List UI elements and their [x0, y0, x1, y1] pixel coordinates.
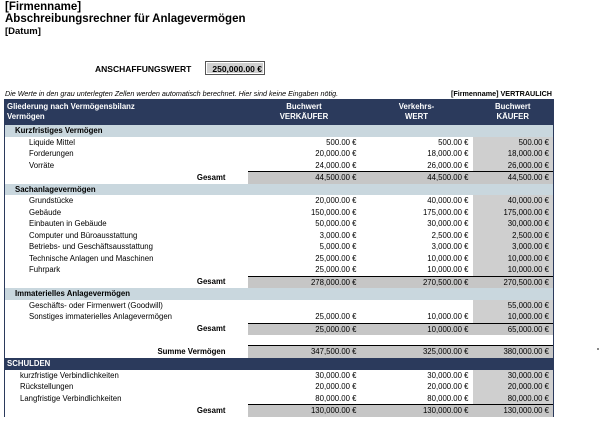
date-cell[interactable]: [Datum]	[5, 26, 41, 37]
seller-total: 44,500.00 €	[248, 172, 361, 184]
seller-book-value[interactable]: 25,000.00 €	[315, 312, 357, 321]
row-label: Geschäfts- oder Firmenwert (Goodwill)	[5, 300, 248, 312]
table-row	[5, 230, 554, 242]
row-label: Betriebs- und Geschäftsausstattung	[5, 241, 248, 253]
table-row	[5, 253, 554, 265]
table-row	[5, 300, 554, 312]
market-value[interactable]: 20,000.00 €	[427, 382, 469, 391]
row-label: Liquide Mittel	[5, 137, 248, 149]
buyer-book-value: 30,000.00 €	[473, 218, 554, 230]
market-value[interactable]	[361, 300, 473, 312]
row-label: Fuhrpark	[5, 264, 248, 276]
seller-book-value[interactable]: 50,000.00 €	[315, 219, 357, 228]
section-fixed-assets	[5, 184, 554, 196]
stray-mark	[597, 348, 599, 350]
total-row	[5, 405, 554, 417]
table-row	[5, 381, 554, 393]
seller-book-value[interactable]: 24,000.00 €	[315, 160, 357, 170]
buyer-asset-sum: 380,000.00 €	[473, 346, 554, 358]
asset-sum-label: Summe Vermögen	[5, 346, 248, 358]
buyer-book-value: 500.00 €	[473, 137, 554, 149]
company-name: [Firmenname]	[5, 1, 82, 13]
section-title: Kurzfristiges Vermögen	[5, 125, 554, 137]
row-label: Grundstücke	[5, 195, 248, 207]
buyer-book-value: 55,000.00 €	[473, 300, 554, 312]
section-title: Immaterielles Anlagevermögen	[5, 288, 554, 300]
seller-book-value[interactable]	[248, 300, 361, 312]
seller-book-value[interactable]: 3,000.00 €	[319, 230, 357, 240]
market-value[interactable]: 18,000.00 €	[427, 149, 469, 158]
spacer	[248, 335, 361, 346]
row-label: Einbauten in Gebäude	[5, 218, 248, 230]
total-row	[5, 323, 554, 335]
market-value[interactable]: 10,000.00 €	[427, 312, 469, 321]
market-total: 270,500.00 €	[361, 276, 473, 288]
table-row	[5, 393, 554, 405]
acquisition-label: ANSCHAFFUNGSWERT	[95, 64, 192, 74]
buyer-book-value: 30,000.00 €	[473, 370, 554, 382]
confidential-label: [Firmenname] VERTRAULICH	[450, 89, 552, 98]
seller-book-value[interactable]: 30,000.00 €	[315, 370, 357, 380]
buyer-book-value: 2,500.00 €	[473, 230, 554, 242]
row-label: Forderungen	[5, 148, 248, 160]
total-label: Gesamt	[5, 405, 248, 417]
market-value[interactable]: 2,500.00 €	[431, 230, 469, 240]
market-value[interactable]: 40,000.00 €	[427, 196, 469, 205]
market-total: 10,000.00 €	[361, 323, 473, 335]
column-header-col4	[473, 99, 554, 125]
buyer-book-value: 175,000.00 €	[473, 207, 554, 219]
table-row	[5, 195, 554, 207]
buyer-total: 44,500.00 €	[473, 172, 554, 184]
spacer-row	[5, 335, 554, 346]
column-header-line: Verkehrs- WERT	[398, 102, 435, 121]
seller-book-value[interactable]: 5,000.00 €	[319, 242, 357, 251]
total-label: Gesamt	[5, 172, 248, 184]
row-label: Computer und Büroausstattung	[5, 230, 248, 242]
buyer-total: 270,500.00 €	[473, 276, 554, 288]
buyer-book-value: 40,000.00 €	[473, 195, 554, 207]
row-label: Technische Anlagen und Maschinen	[5, 253, 248, 265]
seller-asset-sum: 347,500.00 €	[248, 346, 361, 358]
table-row	[5, 370, 554, 382]
row-label: Sonstiges immaterielles Anlagevermögen	[5, 311, 248, 323]
seller-book-value[interactable]: 20,000.00 €	[315, 382, 357, 391]
asset-table	[4, 99, 554, 417]
buyer-total: 130,000.00 €	[473, 405, 554, 417]
sheet-title: Abschreibungsrechner für Anlagevermögen	[5, 13, 246, 25]
table-row	[5, 137, 554, 149]
column-header-classification	[5, 99, 248, 125]
table-row	[5, 311, 554, 323]
market-total: 44,500.00 €	[361, 172, 473, 184]
buyer-total: 65,000.00 €	[473, 323, 554, 335]
seller-book-value[interactable]: 80,000.00 €	[315, 393, 357, 403]
column-header-line: Buchwert VERKÄUFER	[279, 102, 329, 121]
market-total: 130,000.00 €	[361, 405, 473, 417]
seller-book-value[interactable]: 25,000.00 €	[315, 265, 357, 274]
section-title: Sachanlagevermögen	[5, 184, 554, 196]
market-value[interactable]: 10,000.00 €	[427, 265, 469, 274]
market-value[interactable]: 175,000.00 €	[422, 207, 469, 217]
buyer-book-value: 18,000.00 €	[473, 148, 554, 160]
row-label: Gebäude	[5, 207, 248, 219]
column-header-line: Buchwert KÄUFER	[494, 102, 531, 121]
asset-sum-row	[5, 346, 554, 358]
table-row	[5, 148, 554, 160]
market-value[interactable]: 3,000.00 €	[431, 242, 469, 251]
market-asset-sum: 325,000.00 €	[361, 346, 473, 358]
market-value[interactable]: 30,000.00 €	[427, 219, 469, 228]
instruction-note: Die Werte in den grau unterlegten Zellen werden automatisch berechnet. Hier sind keine Eingaben nötig.	[5, 89, 339, 98]
seller-total: 25,000.00 €	[248, 323, 361, 335]
row-label: Langfristige Verbindlichkeiten	[5, 393, 248, 405]
table-row	[5, 207, 554, 219]
seller-book-value[interactable]: 150,000.00 €	[310, 207, 357, 217]
row-label: Vorräte	[5, 160, 248, 172]
acquisition-value-cell[interactable]: 250,000.00 €	[205, 61, 265, 75]
market-value[interactable]: 500.00 €	[438, 137, 469, 147]
seller-book-value[interactable]: 25,000.00 €	[315, 253, 357, 263]
seller-book-value[interactable]: 500.00 €	[326, 137, 357, 147]
seller-total: 130,000.00 €	[248, 405, 361, 417]
row-label: Rückstellungen	[5, 381, 248, 393]
row-label: kurzfristige Verbindlichkeiten	[5, 370, 248, 382]
table-row	[5, 218, 554, 230]
buyer-book-value: 10,000.00 €	[473, 264, 554, 276]
seller-book-value[interactable]: 20,000.00 €	[315, 149, 357, 158]
total-label: Gesamt	[5, 323, 248, 335]
total-label: Gesamt	[5, 276, 248, 288]
section-current-assets	[5, 125, 554, 137]
market-value[interactable]: 80,000.00 €	[427, 393, 469, 403]
buyer-book-value: 10,000.00 €	[473, 253, 554, 265]
market-value[interactable]: 30,000.00 €	[427, 370, 469, 380]
buyer-book-value: 20,000.00 €	[473, 381, 554, 393]
column-header-col2	[248, 99, 361, 125]
column-header-col3	[361, 99, 473, 125]
spacer	[5, 335, 248, 346]
liabilities-title: SCHULDEN	[5, 358, 554, 370]
column-header-line: Gliederung nach Vermögensbilanz Vermögen	[7, 102, 135, 121]
table-row	[5, 264, 554, 276]
spacer	[473, 335, 554, 346]
market-value[interactable]: 10,000.00 €	[427, 253, 469, 263]
buyer-book-value: 26,000.00 €	[473, 160, 554, 172]
spacer	[361, 335, 473, 346]
table-row	[5, 160, 554, 172]
section-liabilities	[5, 358, 554, 370]
buyer-book-value: 80,000.00 €	[473, 393, 554, 405]
table-row	[5, 241, 554, 253]
total-row	[5, 276, 554, 288]
seller-total: 278,000.00 €	[248, 276, 361, 288]
buyer-book-value: 3,000.00 €	[473, 241, 554, 253]
seller-book-value[interactable]: 20,000.00 €	[315, 196, 357, 205]
column-header-row	[5, 99, 554, 125]
buyer-book-value: 10,000.00 €	[473, 311, 554, 323]
section-intangible-assets	[5, 288, 554, 300]
market-value[interactable]: 26,000.00 €	[427, 160, 469, 170]
total-row	[5, 172, 554, 184]
